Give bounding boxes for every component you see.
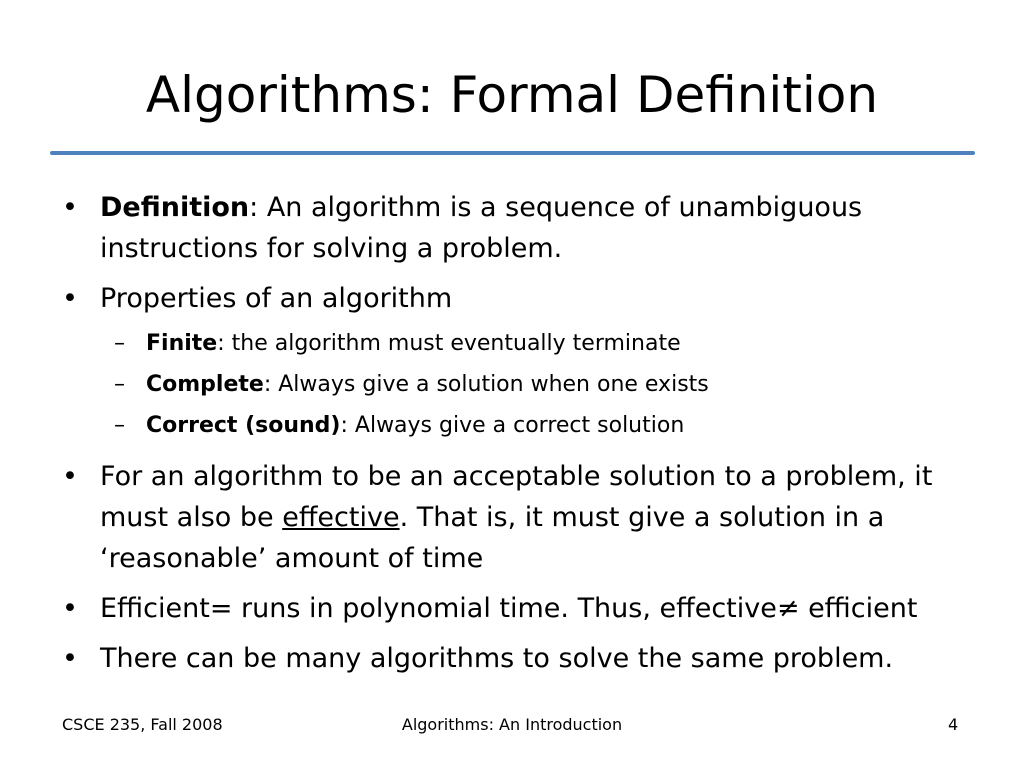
dash-marker: – — [114, 413, 125, 438]
bullet-line: instructions for solving a problem. — [100, 233, 563, 264]
footer-course: CSCE 235, Fall 2008 — [62, 715, 223, 734]
sub-term: Finite — [146, 331, 218, 356]
footer-page-number: 4 — [948, 715, 959, 734]
definition-term: Definition — [100, 192, 250, 223]
bullet-effective — [62, 456, 962, 579]
sub-bullet-correct — [62, 410, 962, 442]
bullet-line — [100, 187, 962, 228]
sub-term: Complete — [146, 372, 264, 397]
dash-marker: – — [114, 331, 125, 356]
bullet-definition — [62, 187, 962, 269]
bullet-marker: • — [62, 643, 78, 674]
bullet-line: Properties of an algorithm — [100, 283, 453, 314]
bullet-line: There can be many algorithms to solve the same problem. — [100, 643, 894, 674]
bullet-properties — [62, 278, 962, 319]
bullet-line: For an algorithm to be an acceptable solution to a problem, it — [100, 461, 933, 492]
footer-topic: Algorithms: An Introduction — [401, 715, 623, 734]
slide-title: Algorithms: Formal Definition — [145, 66, 879, 124]
effective-emphasis: effective — [282, 502, 400, 533]
sub-text: : the algorithm must eventually terminate — [217, 331, 681, 356]
bullet-line — [100, 497, 962, 538]
bullet-marker: • — [62, 461, 78, 492]
bullet-many-algorithms — [62, 638, 962, 679]
sub-term: Correct (sound) — [146, 413, 341, 438]
bullet-marker: • — [62, 593, 78, 624]
bullet-marker: • — [62, 283, 78, 314]
title-underline — [50, 151, 975, 155]
bullet-efficient — [62, 588, 962, 629]
sub-text: : Always give a correct solution — [340, 413, 685, 438]
bullet-text: . That is, it must give a solution in a — [399, 502, 885, 533]
sub-bullet-complete — [62, 369, 962, 401]
sub-bullet-finite — [62, 328, 962, 360]
bullet-text: must also be — [100, 502, 283, 533]
dash-marker: – — [114, 372, 125, 397]
definition-text: : An algorithm is a sequence of unambiguous — [249, 192, 863, 223]
slide-body — [62, 187, 962, 688]
bullet-marker: • — [62, 192, 78, 223]
sub-text: : Always give a solution when one exists — [263, 372, 709, 397]
bullet-line: Efficient= runs in polynomial time. Thus, effective≠ efficient — [100, 593, 918, 624]
bullet-line: ‘reasonable’ amount of time — [100, 543, 484, 574]
